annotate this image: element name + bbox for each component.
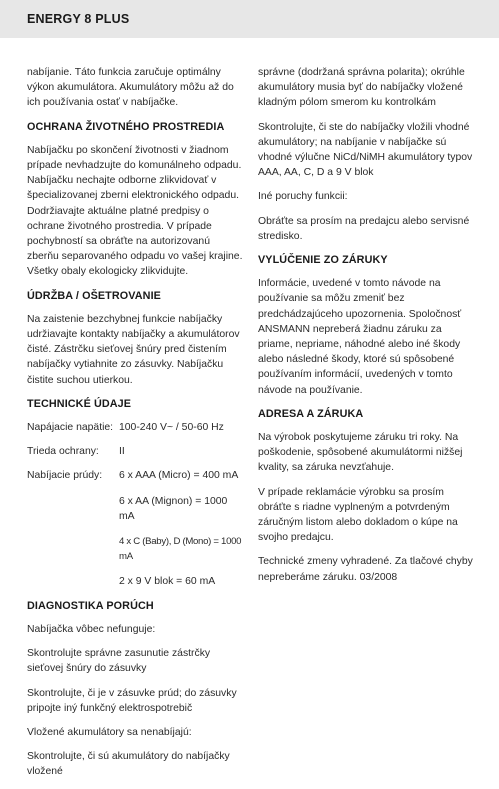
claims-paragraph: V prípade reklamácie výrobku sa prosím obráťte s riadne vyplneným a potvrdeným záručným listom alebo dokladom o kúpe na svojho predajcu. (258, 486, 458, 544)
technical-data-heading: TECHNICKÉ ÚDAJE (27, 397, 132, 410)
diagnostics-line: Nabíjačka vôbec nefunguje: (27, 623, 156, 635)
spec-value: 4 x C (Baby), D (Mono) = 1000 mA (119, 536, 242, 563)
diagnostics-continued-paragraph: správne (dodržaná správna polarita); okrúhle akumulátory musia byť do nabíjačky vložené kladným pólom smerom ku kontrolkám (258, 67, 465, 109)
product-title: ENERGY 8 PLUS (27, 12, 130, 26)
warranty-exclusion-paragraph: Informácie, uvedené v tomto návode na používanie sa môžu zmeniť bez predchádzajúceho upozornenia. Spoločnosť ANSMANN nepreberá žiadnu záruku za priame, nepriame, náhodné alebo iné škody alebo následné škody, ktoré sú spôsobené používaním informácií, uvedených v tomto návode na používanie. (258, 278, 462, 396)
diagnostics-line: Iné poruchy funkcii: (258, 191, 348, 203)
spec-value: 6 x AAA (Micro) = 400 mA (119, 470, 239, 482)
diagnostics-line: Obráťte sa prosím na predajcu alebo servisné stredisko. (258, 215, 470, 242)
diagnostics-line: Vložené akumulátory sa nenabíjajú: (27, 726, 192, 738)
spec-row-protection-class (27, 444, 243, 459)
spec-value: II (119, 446, 125, 458)
maintenance-heading: ÚDRŽBA / OŠETROVANIE (27, 289, 161, 302)
technical-specs (27, 420, 243, 590)
right-column (258, 65, 476, 594)
maintenance-paragraph: Na zaistenie bezchybnej funkcie nabíjačky udržiavajte kontakty nabíjačky a akumulátorov čisté. Zástrčku sieťovej šnúry pred čistením nabíjačky vytiahnite zo zásuvky. Nabíjačku čistite suchou utierkou. (27, 313, 240, 386)
spec-value: 6 x AA (Mignon) = 1000 mA (119, 495, 228, 522)
spec-label: Napájacie napätie: (27, 422, 114, 434)
spec-label: Nabíjacie prúdy: (27, 470, 103, 482)
spec-row-voltage (27, 420, 243, 435)
spec-row-charging-currents (27, 468, 243, 589)
page-header (0, 0, 499, 38)
intro-paragraph: nabíjanie. Táto funkcia zaručuje optimálny výkon akumulátora. Akumulátory môžu až do ich používania ostať v nabíjačke. (27, 67, 234, 109)
spec-label: Trieda ochrany: (27, 446, 99, 458)
spec-value-list (119, 468, 243, 589)
diagnostics-line: Skontrolujte správne zasunutie zástrčky sieťovej šnúry do zásuvky (27, 648, 211, 675)
diagnostics-line: Skontrolujte, či je v zásuvke prúd; do zásuvky pripojte iný funkčný elektrospotrebič (27, 687, 237, 714)
left-column (27, 65, 243, 789)
environment-paragraph: Nabíjačku po skončení životnosti v žiadnom prípade nevhadzujte do komunálneho odpadu. Nabíjačku nechajte odborne zlikvidovať v špecializovanej zberni elektronického odpadu. Dodržiavajte aktuálne platné predpisy o ochrane životného prostredia. V prípade pochybností sa obráťte na autorizovanú zberňu separovaného odpadu vo vašej krajine. Všetky obaly ekologicky zlikvidujte. (27, 144, 243, 278)
spec-value: 100-240 V~ / 50-60 Hz (119, 422, 224, 434)
warranty-exclusion-heading: VYLÚČENIE ZO ZÁRUKY (258, 254, 388, 267)
diagnostics-paragraph: Skontrolujte, či ste do nabíjačky vložili vhodné akumulátory; na nabíjanie v nabíjačke sú vhodné výlučne NiCd/NiMH akumulátory typov AAA, AA, C, D a 9 V blok (258, 121, 473, 179)
environment-heading: OCHRANA ŽIVOTNÉHO PROSTREDIA (27, 120, 225, 133)
address-warranty-heading: ADRESA A ZÁRUKA (258, 407, 364, 420)
diagnostics-heading: DIAGNOSTIKA PORÚCH (27, 599, 154, 612)
warranty-paragraph: Na výrobok poskytujeme záruku tri roky. Na poškodenie, spôsobené akumulátormi nižšej kvality, sa záruka nevzťahuje. (258, 432, 463, 474)
diagnostics-line: Skontrolujte, či sú akumulátory do nabíjačky vložené (27, 751, 230, 778)
spec-value: 2 x 9 V blok = 60 mA (119, 576, 216, 588)
disclaimer-paragraph: Technické zmeny vyhradené. Za tlačové chyby nepreberáme záruku. 03/2008 (258, 556, 473, 583)
